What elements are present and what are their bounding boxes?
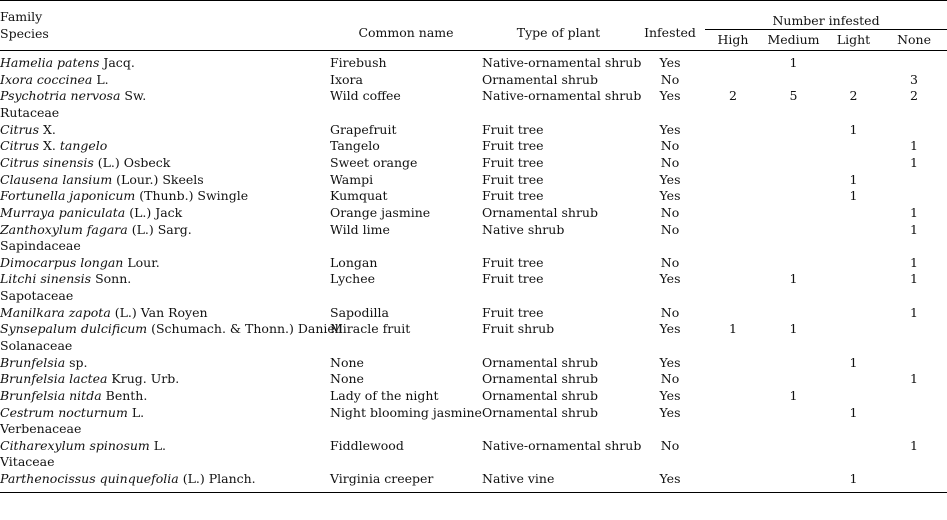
high-count-cell bbox=[705, 371, 761, 388]
species-binomial: Dimocarpus longan bbox=[0, 254, 124, 270]
plant-type-cell: Fruit tree bbox=[482, 188, 544, 204]
species-authority: Benth. bbox=[101, 387, 148, 403]
species-binomial: Cestrum nocturnum bbox=[0, 404, 128, 420]
none-count-cell bbox=[881, 321, 947, 338]
none-count-cell: 1 bbox=[910, 138, 918, 154]
species-binomial: Clausena lansium bbox=[0, 171, 113, 187]
plant-type-cell: Native vine bbox=[482, 471, 555, 487]
light-count-cell bbox=[826, 205, 881, 222]
medium-count-cell bbox=[761, 438, 826, 455]
table-row bbox=[0, 205, 947, 222]
infested-cell: Yes bbox=[659, 404, 681, 420]
medium-count-cell bbox=[761, 188, 826, 205]
common-name-cell: Virginia creeper bbox=[330, 471, 434, 487]
common-name-cell: Sweet orange bbox=[330, 154, 418, 170]
none-count-cell bbox=[881, 122, 947, 139]
medium-count-cell: 1 bbox=[789, 321, 798, 337]
light-count-cell bbox=[826, 388, 881, 405]
none-count-cell bbox=[881, 388, 947, 405]
infested-cell: No bbox=[660, 437, 680, 453]
species-cell bbox=[0, 205, 330, 222]
medium-count-cell bbox=[761, 355, 826, 372]
species-binomial: Ixora coccinea bbox=[0, 71, 93, 87]
family-name: Vitaceae bbox=[0, 454, 55, 470]
high-count-cell bbox=[705, 471, 761, 488]
plant-type-cell: Fruit tree bbox=[482, 138, 544, 154]
light-count-cell: 1 bbox=[849, 121, 858, 137]
medium-count-cell: 5 bbox=[789, 88, 798, 104]
family-name: Solanaceae bbox=[0, 338, 73, 353]
high-count-cell bbox=[705, 271, 761, 288]
plant-type-cell: Fruit tree bbox=[482, 121, 544, 137]
family-name: Sapindaceae bbox=[0, 238, 81, 254]
species-binomial: Citharexylum spinosum bbox=[0, 437, 150, 453]
table-body bbox=[0, 55, 947, 492]
table-row bbox=[0, 171, 947, 188]
plant-type-cell: Fruit tree bbox=[482, 254, 544, 270]
infested-cell: Yes bbox=[659, 121, 681, 137]
species-cell bbox=[0, 72, 330, 89]
species-cell bbox=[0, 321, 343, 338]
family-row bbox=[0, 238, 947, 255]
species-binomial: Parthenocissus quinquefolia bbox=[0, 471, 179, 487]
none-count-cell: 3 bbox=[910, 71, 918, 87]
medium-count-cell bbox=[761, 122, 826, 139]
light-count-cell bbox=[826, 155, 881, 172]
table-row bbox=[0, 438, 947, 455]
species-header-label: Species bbox=[0, 25, 49, 41]
high-count-cell bbox=[705, 438, 761, 455]
species-binomial: Brunfelsia lactea bbox=[0, 371, 108, 387]
common-name-cell: Miracle fruit bbox=[330, 321, 411, 337]
table-row bbox=[0, 471, 947, 488]
species-authority: (L.) Jack bbox=[125, 204, 183, 220]
common-name-cell: Fiddlewood bbox=[330, 437, 404, 453]
species-binomial: Synsepalum dulcificum bbox=[0, 321, 148, 337]
medium-count-cell bbox=[761, 138, 826, 155]
table-row bbox=[0, 138, 947, 155]
light-count-cell bbox=[826, 271, 881, 288]
species-cell bbox=[0, 122, 330, 139]
infested-cell: No bbox=[660, 138, 680, 154]
light-count-cell bbox=[826, 438, 881, 455]
medium-count-cell bbox=[761, 221, 826, 238]
common-name-cell: Kumquat bbox=[330, 188, 388, 204]
common-name-cell: Sapodilla bbox=[330, 304, 389, 320]
infested-cell: Yes bbox=[659, 88, 681, 104]
light-count-cell: 1 bbox=[849, 471, 858, 487]
light-count-cell: 1 bbox=[849, 188, 858, 204]
medium-count-cell: 1 bbox=[789, 55, 798, 71]
table-row bbox=[0, 321, 947, 338]
medium-count-cell bbox=[761, 155, 826, 172]
table-row bbox=[0, 55, 947, 72]
species-authority: X. bbox=[39, 138, 60, 154]
plant-type-cell: Native shrub bbox=[482, 221, 565, 237]
high-count-cell bbox=[705, 255, 761, 272]
none-count-cell bbox=[881, 188, 947, 205]
plant-type-cell: Ornamental shrub bbox=[482, 371, 598, 387]
infested-cell: Yes bbox=[659, 387, 681, 403]
type-of-plant-header: Type of plant bbox=[516, 25, 601, 41]
species-binomial: Murraya paniculata bbox=[0, 204, 126, 220]
medium-count-cell bbox=[761, 305, 826, 322]
species-authority: (L.) Planch. bbox=[178, 471, 256, 487]
plant-type-cell: Ornamental shrub bbox=[482, 71, 598, 87]
species-authority: (Thunb.) Swingle bbox=[135, 188, 249, 204]
none-count-cell: 1 bbox=[910, 271, 918, 287]
plant-type-cell: Fruit tree bbox=[482, 271, 544, 287]
species-cell bbox=[0, 355, 330, 372]
none-count-cell: 1 bbox=[910, 437, 918, 453]
none-count-cell: 1 bbox=[910, 371, 918, 387]
light-header: Light bbox=[836, 31, 871, 47]
species-binomial: Citrus bbox=[0, 121, 40, 137]
high-count-cell bbox=[705, 155, 761, 172]
plant-type-cell: Ornamental shrub bbox=[482, 387, 598, 403]
high-count-cell bbox=[705, 205, 761, 222]
medium-header: Medium bbox=[767, 31, 820, 47]
infested-cell: No bbox=[660, 371, 680, 387]
species-authority: Lour. bbox=[123, 254, 160, 270]
plant-type-cell: Fruit tree bbox=[482, 154, 544, 170]
infested-cell: Yes bbox=[659, 188, 681, 204]
light-count-cell bbox=[826, 305, 881, 322]
none-count-cell: 1 bbox=[910, 221, 918, 237]
species-authority: (Lour.) Skeels bbox=[112, 171, 204, 187]
plant-type-cell: Native-ornamental shrub bbox=[482, 88, 642, 104]
light-count-cell bbox=[826, 255, 881, 272]
light-count-cell bbox=[826, 72, 881, 89]
common-name-cell: Firebush bbox=[330, 55, 387, 71]
high-count-cell bbox=[705, 122, 761, 139]
table-row bbox=[0, 255, 947, 272]
plant-type-cell: Native-ornamental shrub bbox=[482, 55, 642, 71]
species-cell bbox=[0, 388, 330, 405]
high-count-cell bbox=[705, 72, 761, 89]
table-row bbox=[0, 271, 947, 288]
table-row bbox=[0, 355, 947, 372]
infested-cell: Yes bbox=[659, 354, 681, 370]
species-authority: Krug. Urb. bbox=[107, 371, 180, 387]
species-authority: sp. bbox=[65, 354, 88, 370]
light-count-cell bbox=[826, 55, 881, 72]
plant-type-cell: Native-ornamental shrub bbox=[482, 437, 642, 453]
common-name-cell: Wild coffee bbox=[330, 88, 401, 104]
species-authority: Jacq. bbox=[99, 55, 135, 71]
species-cell bbox=[0, 471, 330, 488]
family-header-label: Family bbox=[0, 9, 43, 25]
number-infested-header: Number infested bbox=[705, 1, 947, 30]
table-row bbox=[0, 155, 947, 172]
species-binomial: Brunfelsia bbox=[0, 354, 66, 370]
species-authority: L. bbox=[127, 404, 145, 420]
table-row bbox=[0, 72, 947, 89]
none-count-cell: 1 bbox=[910, 204, 918, 220]
table-bottom-rule bbox=[0, 488, 947, 493]
table-row bbox=[0, 122, 947, 139]
family-row bbox=[0, 105, 947, 122]
common-name-cell: Wild lime bbox=[330, 221, 390, 237]
table-row bbox=[0, 404, 947, 421]
medium-count-cell bbox=[761, 171, 826, 188]
common-name-cell: Lychee bbox=[330, 271, 375, 287]
none-count-cell bbox=[881, 171, 947, 188]
infested-cell: No bbox=[660, 221, 680, 237]
common-name-header: Common name bbox=[358, 25, 454, 41]
medium-count-cell bbox=[761, 471, 826, 488]
high-header: High bbox=[717, 31, 749, 47]
high-count-cell bbox=[705, 388, 761, 405]
infested-cell: Yes bbox=[659, 171, 681, 187]
none-count-cell bbox=[881, 355, 947, 372]
species-binomial: Fortunella japonicum bbox=[0, 188, 136, 204]
common-name-cell: Longan bbox=[330, 254, 378, 270]
species-cell bbox=[0, 138, 330, 155]
medium-count-cell bbox=[761, 371, 826, 388]
none-count-cell bbox=[881, 404, 947, 421]
light-count-cell: 1 bbox=[849, 404, 858, 420]
plant-type-cell: Fruit tree bbox=[482, 171, 544, 187]
common-name-cell: Night blooming jasmine bbox=[330, 404, 482, 420]
light-count-cell: 1 bbox=[849, 171, 858, 187]
high-count-cell bbox=[705, 138, 761, 155]
species-cell bbox=[0, 221, 330, 238]
table-row bbox=[0, 88, 947, 105]
species-cell bbox=[0, 55, 330, 72]
family-row bbox=[0, 338, 947, 355]
infested-cell: No bbox=[660, 204, 680, 220]
infested-cell: Yes bbox=[659, 55, 681, 71]
table-row bbox=[0, 221, 947, 238]
infested-cell: Yes bbox=[659, 471, 681, 487]
species-binomial: Litchi sinensis bbox=[0, 271, 92, 287]
infested-cell: No bbox=[660, 71, 680, 87]
infested-header: Infested bbox=[644, 25, 696, 41]
common-name-cell: Orange jasmine bbox=[330, 204, 431, 220]
infested-cell: No bbox=[660, 154, 680, 170]
family-name: Rutaceae bbox=[0, 105, 60, 121]
infested-cell: Yes bbox=[659, 321, 681, 337]
none-count-cell bbox=[881, 471, 947, 488]
family-row bbox=[0, 288, 947, 305]
species-binomial: Psychotria nervosa bbox=[0, 88, 121, 104]
table-row bbox=[0, 388, 947, 405]
species-authority: (L.) Van Royen bbox=[110, 304, 208, 320]
medium-count-cell: 1 bbox=[789, 271, 798, 287]
species-epithet: tangelo bbox=[59, 138, 108, 154]
medium-count-cell bbox=[761, 205, 826, 222]
plant-type-cell: Ornamental shrub bbox=[482, 204, 598, 220]
species-cell bbox=[0, 171, 330, 188]
species-authority: (L.) Sarg. bbox=[127, 221, 192, 237]
none-count-cell: 2 bbox=[910, 88, 918, 104]
plant-type-cell: Ornamental shrub bbox=[482, 404, 598, 420]
common-name-cell: Tangelo bbox=[330, 138, 380, 154]
infested-cell: No bbox=[660, 254, 680, 270]
species-cell bbox=[0, 305, 330, 322]
infested-cell: No bbox=[660, 304, 680, 320]
species-binomial: Citrus sinensis bbox=[0, 154, 94, 170]
common-name-cell: None bbox=[330, 354, 364, 370]
species-cell bbox=[0, 255, 330, 272]
species-authority: Sw. bbox=[120, 88, 147, 104]
high-count-cell bbox=[705, 221, 761, 238]
species-cell bbox=[0, 88, 330, 105]
species-binomial: Brunfelsia nitda bbox=[0, 387, 102, 403]
plant-type-cell: Fruit tree bbox=[482, 304, 544, 320]
species-cell bbox=[0, 404, 330, 421]
species-cell bbox=[0, 271, 330, 288]
high-count-cell bbox=[705, 404, 761, 421]
medium-count-cell bbox=[761, 255, 826, 272]
species-cell bbox=[0, 155, 330, 172]
none-header: None bbox=[897, 31, 931, 47]
common-name-cell: Grapefruit bbox=[330, 121, 397, 137]
common-name-cell: Wampi bbox=[330, 171, 374, 187]
species-authority: Sonn. bbox=[91, 271, 132, 287]
table-row bbox=[0, 371, 947, 388]
species-binomial: Manilkara zapota bbox=[0, 304, 111, 320]
light-count-cell bbox=[826, 221, 881, 238]
high-count-cell bbox=[705, 55, 761, 72]
family-name: Sapotaceae bbox=[0, 288, 74, 304]
species-cell bbox=[0, 438, 330, 455]
infested-cell: Yes bbox=[659, 271, 681, 287]
species-cell bbox=[0, 371, 330, 388]
species-binomial: Zanthoxylum fagara bbox=[0, 221, 128, 237]
family-row bbox=[0, 454, 947, 471]
header-row-top bbox=[0, 1, 947, 30]
light-count-cell bbox=[826, 138, 881, 155]
table-row bbox=[0, 188, 947, 205]
none-count-cell: 1 bbox=[910, 154, 918, 170]
none-count-cell: 1 bbox=[910, 254, 918, 270]
none-count-cell bbox=[881, 55, 947, 72]
high-count-cell: 1 bbox=[729, 321, 737, 337]
common-name-cell: Lady of the night bbox=[330, 387, 439, 403]
common-name-cell: None bbox=[330, 371, 364, 387]
plant-type-cell: Fruit shrub bbox=[482, 321, 555, 337]
species-authority: (Schumach. & Thonn.) Daniell bbox=[147, 321, 343, 337]
medium-count-cell bbox=[761, 404, 826, 421]
species-authority: (L.) Osbeck bbox=[93, 154, 171, 170]
light-count-cell: 1 bbox=[849, 354, 858, 370]
species-cell bbox=[0, 188, 330, 205]
high-count-cell bbox=[705, 305, 761, 322]
light-count-cell bbox=[826, 371, 881, 388]
light-count-cell bbox=[826, 321, 881, 338]
family-row bbox=[0, 421, 947, 438]
species-binomial: Hamelia patens bbox=[0, 55, 100, 71]
species-authority: L. bbox=[149, 437, 167, 453]
light-count-cell: 2 bbox=[849, 88, 858, 104]
medium-count-cell bbox=[761, 72, 826, 89]
high-count-cell bbox=[705, 171, 761, 188]
family-species-header bbox=[0, 1, 330, 51]
plant-type-cell: Ornamental shrub bbox=[482, 354, 598, 370]
none-count-cell: 1 bbox=[910, 304, 918, 320]
common-name-cell: Ixora bbox=[330, 71, 363, 87]
species-binomial: Citrus bbox=[0, 138, 40, 154]
high-count-cell bbox=[705, 355, 761, 372]
high-count-cell: 2 bbox=[729, 88, 737, 104]
family-name: Verbenaceae bbox=[0, 421, 82, 437]
species-authority: X. bbox=[39, 121, 56, 137]
species-authority: L. bbox=[92, 71, 109, 87]
table-row bbox=[0, 305, 947, 322]
high-count-cell bbox=[705, 188, 761, 205]
medium-count-cell: 1 bbox=[789, 387, 798, 403]
